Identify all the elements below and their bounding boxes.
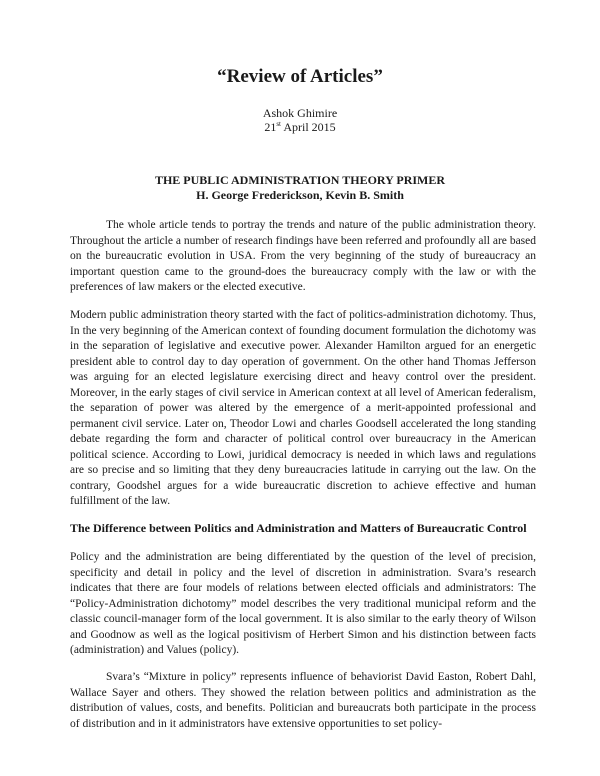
date-rest: April 2015 bbox=[281, 120, 336, 134]
document-title: “Review of Articles” bbox=[217, 66, 383, 87]
section-heading: The Difference between Politics and Administration and Matters of Bureaucratic Control bbox=[70, 521, 527, 535]
paragraph-mixture: Svara’s “Mixture in policy” represents influence of behaviorist David Easton, Robert Dahl, Wallace Sayer and others. They showed the relation between politics and administration as the distribution of values, costs, and benefits. Politician and bureaucrats both participate in the process of distribution and in it administrators have extensive opportunities to set policy- bbox=[70, 671, 536, 730]
article-heading: THE PUBLIC ADMINISTRATION THEORY PRIMER bbox=[154, 173, 446, 187]
paragraph-policy: Policy and the administration are being differentiated by the question of the level of precision, specificity and detail in policy and the level of discretion in administration. Svara’s research indicates that there are four models of relations between elected officials and administrators: The “Policy-Administration dichotomy” model describes the very traditional municipal reform and the classic council-manager form of the local government. It is also similar to the early theory of Wilson and Goodnow as well as the logical positivism of Herbert Simon and his distinction between facts (administration) and Values (policy). bbox=[70, 551, 536, 656]
date-suffix: st bbox=[276, 120, 281, 128]
author-name: Ashok Ghimire bbox=[262, 106, 338, 120]
paragraph-intro: The whole article tends to portray the trends and nature of the public administration theory. Throughout the article a number of research findings have been referred and profoundly all are based on the bureaucratic evolution in USA. From the very beginning of the study of bureaucracy an important question came to the ground-does the bureaucracy comply with the law or with the preferences of law makers or the elected executive. bbox=[70, 219, 536, 293]
paragraph-dichotomy: Modern public administration theory started with the fact of politics-administration dichotomy. Thus, In the very beginning of the American context of founding document formulation the dichotomy was in the separation of legislative and executive power. Alexander Hamilton argued for an energetic president able to control day to day operation of government. On the other hand Thomas Jefferson was arguing for an elected legislature exercising direct and heavy control over the president. Moreover, in the early stages of civil service in American context at all level of American federalism, the separation of power was altered by the emergence of a merit-appointed professional and permanent civil service. Later on, Theodor Lowi and charles Goodsell accelerated the long standing debate regarding the form and character of political control over bureaucracy in the American political science. According to Lowi, juridical democracy is needed in which laws and regulations are so precise and so limiting that they deny bureaucracies latitude in carrying out the law. On the contrary, Goodshel argues for a wide bureaucratic discretion to achieve effective and human fulfillment of the law. bbox=[70, 309, 536, 507]
article-authors: H. George Frederickson, Kevin B. Smith bbox=[196, 188, 404, 202]
document-date bbox=[0, 120, 600, 134]
date-day: 21 bbox=[264, 120, 277, 134]
